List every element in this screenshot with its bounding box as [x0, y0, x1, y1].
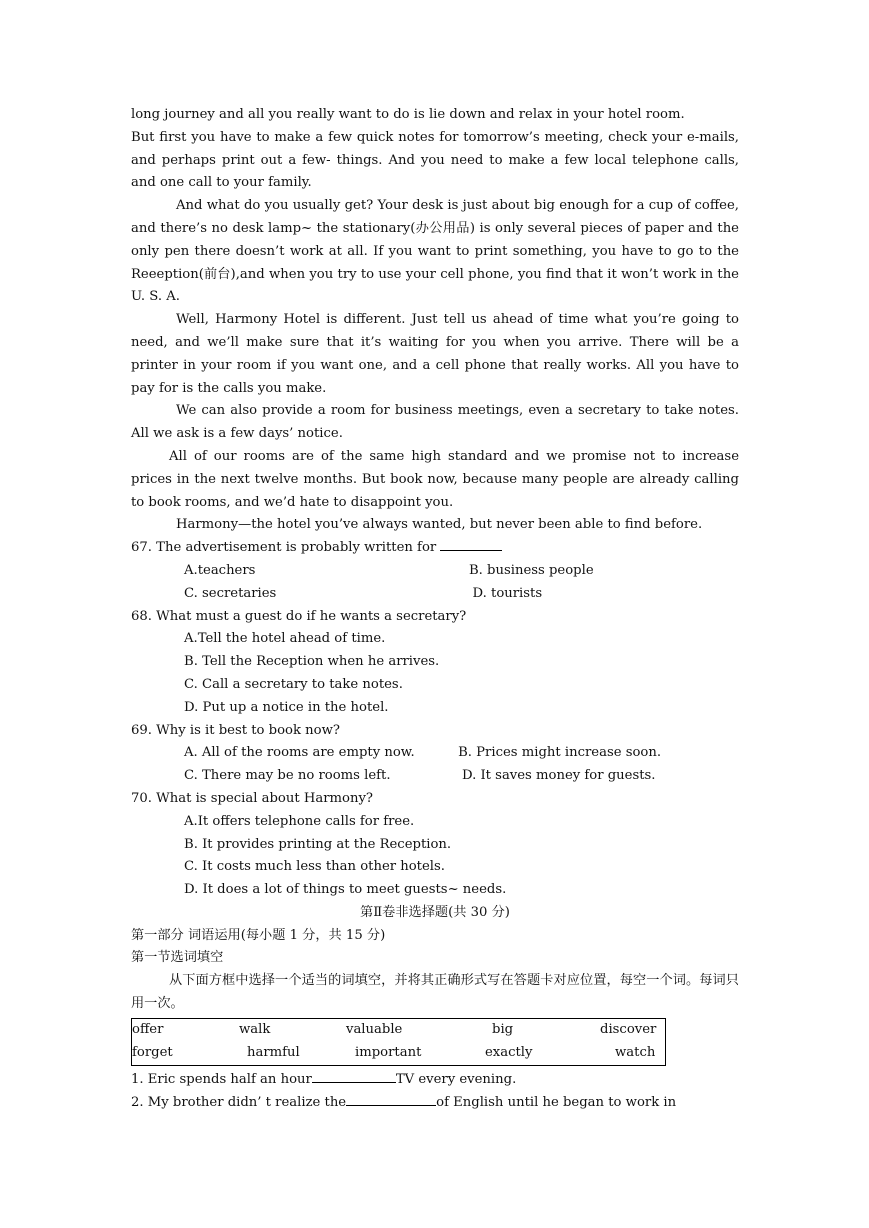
option-b[interactable]: B. Prices might increase soon.	[458, 745, 662, 761]
question-67	[131, 537, 739, 560]
word-box-item: walk	[239, 1021, 271, 1037]
exam-page	[131, 104, 739, 1114]
word-box-item: harmful	[247, 1044, 300, 1060]
answer-blank[interactable]	[440, 538, 502, 551]
passage-paragraph-2: And what do you usually get? Your desk is just about big enough for a cup of coffee, and there’s no desk lamp~ the stationary(办公用品) is only several pieces of paper and the only pen there doesn’t work at all. If you want to print something, you have to go to the Reeeption(前台),and when you try to use your cell phone, you find that it won’t work in the U. S. A.	[131, 198, 739, 305]
word-box-item: important	[355, 1044, 422, 1060]
option-a[interactable]: A. All of the rooms are empty now.	[184, 745, 415, 761]
fill-in-instruction: 从下面方框中选择一个适当的词填空，并将其正确形式写在答题卡对应位置，每空一个词。每词只用一次。	[131, 973, 739, 1012]
fill-sentence-2	[131, 1092, 739, 1115]
word-box-item: big	[492, 1021, 514, 1037]
part-1-heading: 第一部分 词语运用(每小题 1 分，共 15 分)	[131, 927, 386, 943]
section-2-title: 第Ⅱ卷非选择题(共 30 分)	[360, 904, 510, 920]
fill-sentence-1	[131, 1069, 739, 1092]
question-67-options-row-2	[184, 583, 739, 606]
answer-blank[interactable]	[346, 1093, 436, 1106]
section-1-heading: 第一节选词填空	[131, 950, 224, 966]
option-c[interactable]: C. It costs much less than other hotels.	[184, 859, 445, 875]
passage-paragraph-4: We can also provide a room for business meetings, even a secretary to take notes. All we ask is a few days’ notice.	[131, 403, 739, 442]
sentence-2-start: 2. My brother didn’ t realize the	[131, 1094, 347, 1110]
option-d[interactable]: D. It does a lot of things to meet guests~ needs.	[184, 882, 507, 898]
option-d[interactable]: D. tourists	[472, 585, 543, 601]
question-68-stem: 68. What must a guest do if he wants a secretary?	[131, 608, 467, 624]
word-box-item: offer	[132, 1021, 164, 1037]
option-a[interactable]: A.Tell the hotel ahead of time.	[184, 631, 386, 647]
option-a[interactable]: A.It offers telephone calls for free.	[184, 813, 415, 829]
word-box	[131, 1018, 666, 1066]
option-a[interactable]: A.teachers	[184, 562, 256, 578]
sentence-1-end: TV every evening.	[395, 1071, 517, 1087]
question-69-stem: 69. Why is it best to book now?	[131, 722, 340, 738]
word-box-item: valuable	[346, 1021, 403, 1037]
option-d[interactable]: D. It saves money for guests.	[461, 768, 656, 784]
passage-line-1: long journey and all you really want to do is lie down and relax in your hotel room.	[131, 107, 685, 122]
option-b[interactable]: B. It provides printing at the Reception.	[184, 836, 452, 852]
question-70-stem: 70. What is special about Harmony?	[131, 790, 373, 806]
question-69-options-row-1	[184, 742, 739, 765]
sentence-2-end: of English until he began to work in	[436, 1094, 677, 1110]
option-c[interactable]: C. secretaries	[184, 585, 277, 601]
option-b[interactable]: B. business people	[468, 562, 594, 578]
option-d[interactable]: D. Put up a notice in the hotel.	[184, 699, 389, 715]
question-69-options-row-2	[184, 765, 739, 788]
option-c[interactable]: C. There may be no rooms left.	[184, 768, 391, 784]
word-box-item: exactly	[485, 1044, 533, 1060]
question-67-stem: 67. The advertisement is probably written for	[131, 540, 437, 556]
passage-paragraph-1: But first you have to make a few quick notes for tomorrow’s meeting, check your e-mails, and perhaps print out a few- things. And you need to make a few local telephone calls, and one call to your family.	[131, 129, 739, 191]
answer-blank[interactable]	[312, 1070, 396, 1083]
passage-paragraph-3: Well, Harmony Hotel is different. Just tell us ahead of time what you’re going to need, and we’ll make sure that it’s waiting for you when you arrive. There will be a printer in your room if you want one, and a cell phone that really works. All you have to pay for is the calls you make.	[131, 312, 739, 396]
passage-paragraph-5: All of our rooms are of the same high standard and we promise not to increase prices in the next twelve months. But book now, because many people are already calling to book rooms, and we’d hate to disappoint you.	[131, 448, 739, 510]
word-box-item: discover	[600, 1021, 657, 1037]
option-b[interactable]: B. Tell the Reception when he arrives.	[184, 654, 440, 670]
word-box-item: forget	[132, 1044, 173, 1060]
passage-paragraph-6: Harmony—the hotel you’ve always wanted, but never been able to find before.	[176, 517, 703, 533]
sentence-1-start: 1. Eric spends half an hour	[131, 1071, 312, 1087]
option-c[interactable]: C. Call a secretary to take notes.	[184, 676, 403, 692]
question-67-options-row-1	[184, 560, 739, 583]
word-box-item: watch	[615, 1044, 656, 1060]
